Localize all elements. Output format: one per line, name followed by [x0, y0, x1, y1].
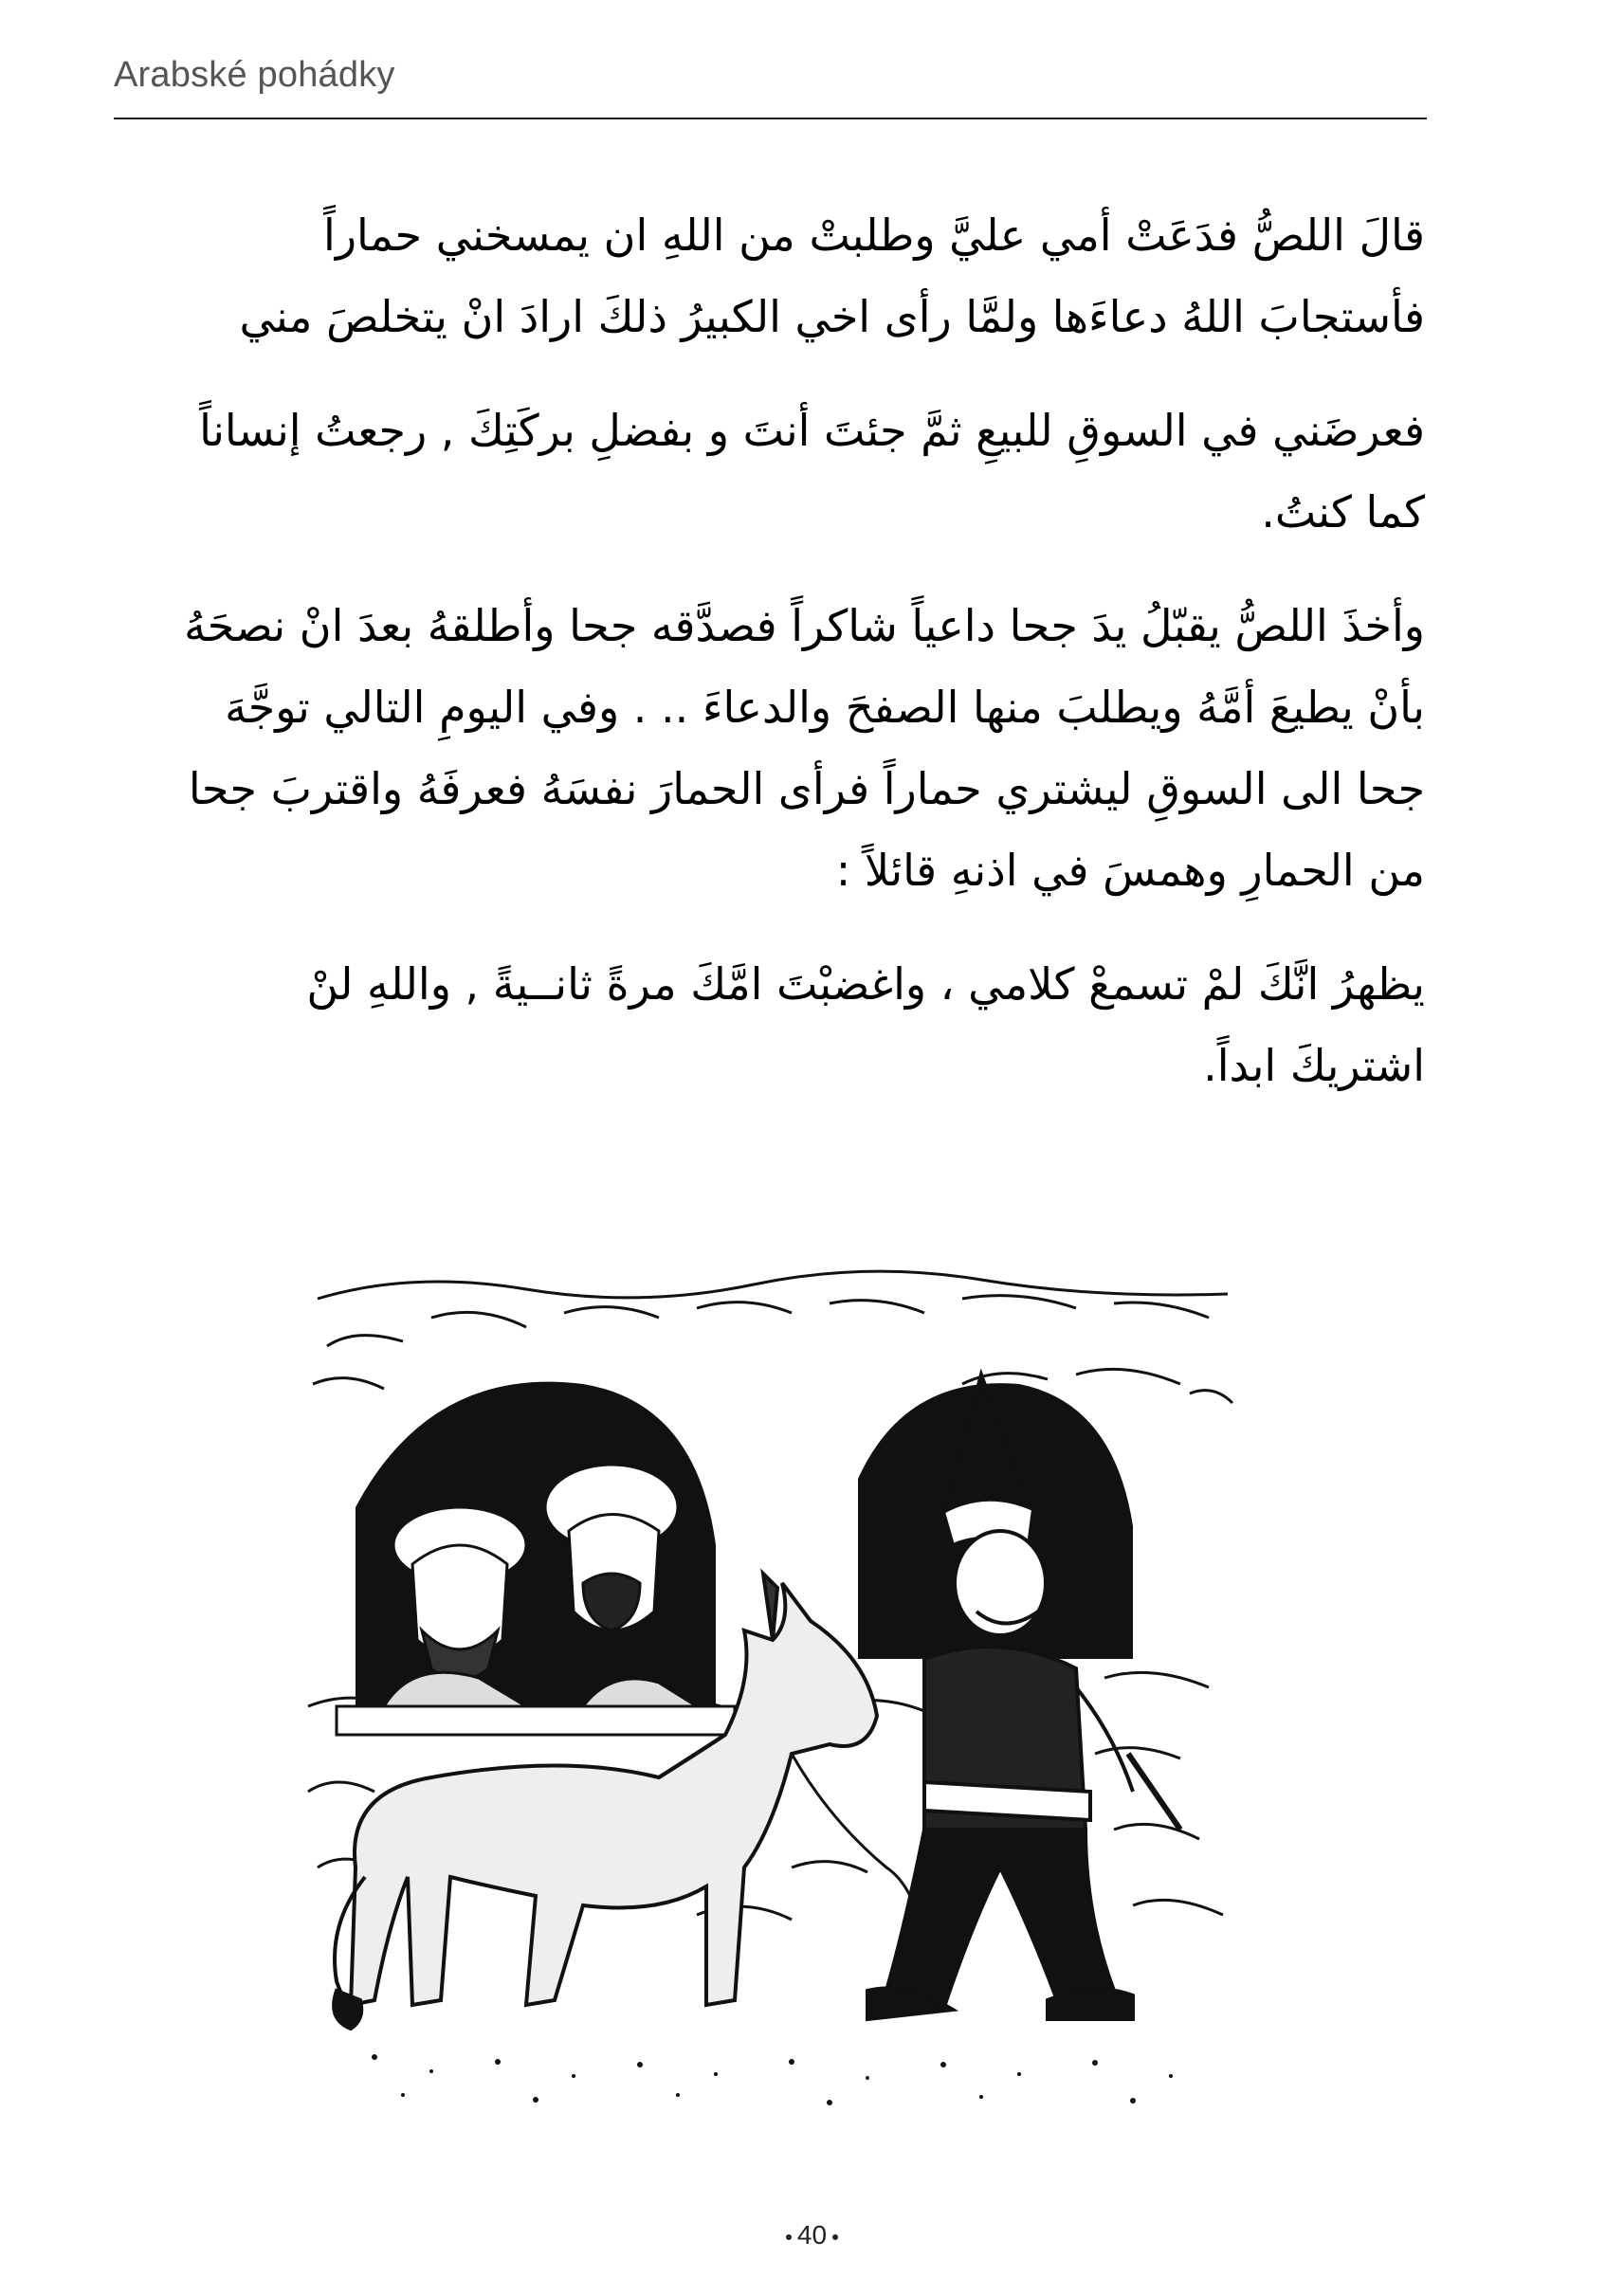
header-rule: [114, 118, 1427, 119]
folio-dot-left: [786, 2234, 792, 2240]
paragraph-1: قالَ اللصُّ فدَعَتْ أمي عليَّ وطلبتْ من اللهِ ان يمسخني حماراً فأستجابَ اللهُ دعاءَها ولمَّا رأى اخي الكبيرُ ذلكَ ارادَ انْ يتخلصَ مني: [239, 209, 1425, 342]
page-number: [0, 2220, 1624, 2250]
page-number-text: 40: [796, 2220, 828, 2249]
window-ledge: [337, 1706, 735, 1735]
paragraph-3: وأخذَ اللصُّ يقبّلُ يدَ جحا داعياً شاكراً فصدَّقه جحا وأطلقهُ بعدَ انْ نصحَهُ بأنْ يطيعَ أمَّهُ ويطلبَ منها الصفحَ والدعاءَ .. . وفي اليومِ التالي توجَّهَ جحا الى السوقِ ليشتري حماراً فرأى الحمارَ نفسَهُ فعرفَهُ واقتربَ جحا من الحمارِ وهمسَ في اذنهِ قائلاً :: [184, 600, 1425, 896]
paragraph-4: يظهرُ انَّكَ لمْ تسمعْ كلامي ، واغضبْتَ امَّكَ مرةً ثانــيةً , واللهِ لنْ اشتريكَ ابداً.: [306, 958, 1425, 1091]
story-illustration: [299, 1261, 1247, 2133]
paragraph-2: فعرضَني في السوقِ للبيعِ ثمَّ جئتَ أنتَ و بفضلِ بركَتِكَ , رجعتُ إنساناً كما كنتُ.: [199, 405, 1425, 537]
folio-dot-right: [832, 2234, 838, 2240]
story-text: [169, 194, 1425, 1138]
running-title: Arabské pohádky: [114, 55, 395, 95]
ground-texture: [372, 2054, 1173, 2105]
